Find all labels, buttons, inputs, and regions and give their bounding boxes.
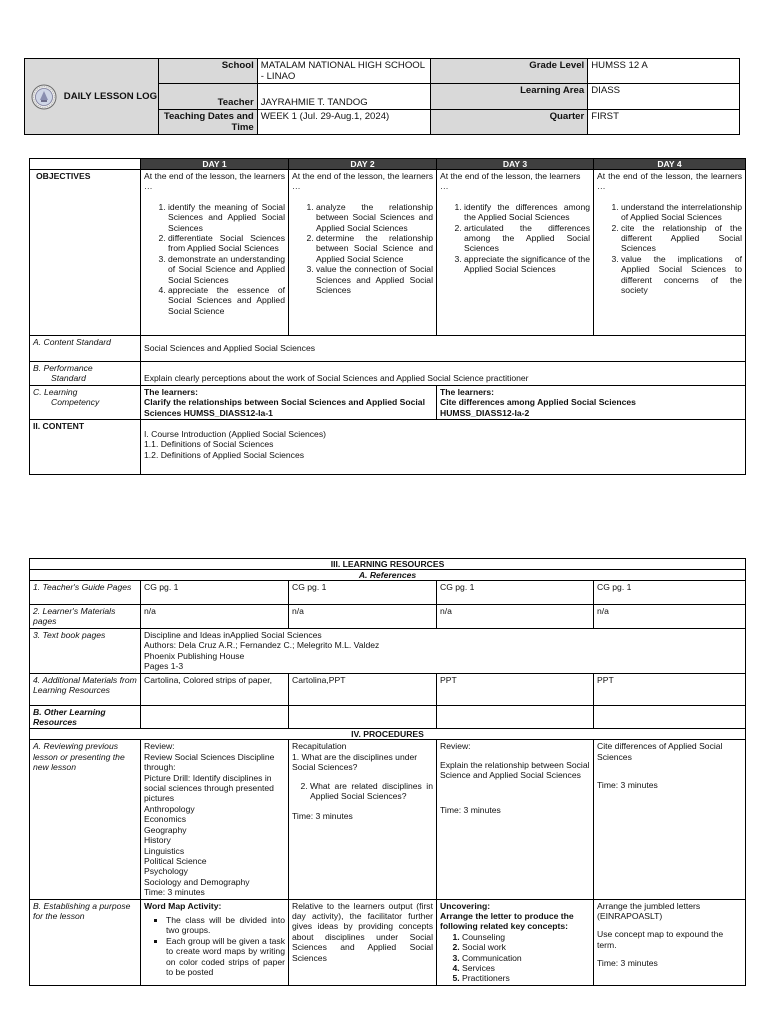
teaching-dates-label: Teaching Dates and Time (158, 110, 257, 135)
additional-materials-day2: Cartolina,PPT (289, 673, 437, 705)
reviewing-lesson-label: A. Reviewing previous lesson or presenting the new lesson (30, 740, 141, 899)
establishing-purpose-label: B. Establishing a purpose for the lesson (30, 899, 141, 985)
other-resources-day1 (141, 705, 289, 729)
objective-item: 1. identify the differences among the Applied Social Sciences (464, 202, 590, 223)
objectives-intro: At the end of the lesson, the learners … (144, 171, 285, 192)
reviewing-day1: Review: Review Social Sciences Discipline through: Picture Drill: Identify disciplines in social sciences through presented pictures Anthropology Economics Geography History Linguistics Political Science Psychology Sociology and Demography Time: 3 minutes (141, 740, 289, 899)
teacher-value: JAYRAHMIE T. TANDOG (257, 84, 431, 110)
purpose-day3: Uncovering: Arrange the letter to produce the following related key concepts: 1. Counseling 2. Social work 3. Communication 4. Services 5. Practitioners (437, 899, 594, 985)
day-header: DAY 1 (141, 159, 289, 170)
objectives-intro: At the end of the lesson, the learners … (597, 171, 742, 192)
objectives-list (144, 202, 285, 316)
objectives-intro: At the end of the lesson, the learners … (292, 171, 433, 192)
key-concept-item: 2. Social work (462, 942, 590, 952)
purpose-item: ▪ Each group will be given a task to create word maps by writing on color coded strips of paper to be posted (166, 936, 285, 978)
additional-materials-day1: Cartolina, Colored strips of paper, (141, 673, 289, 705)
other-resources-day3 (437, 705, 594, 729)
objectives-table (29, 158, 746, 475)
other-resources-label: B. Other Learning Resources (30, 705, 141, 729)
school-label: School (158, 59, 257, 84)
purpose-day2: Relative to the learners output (first day activity), the facilitator further gives ideas by providing concepts about disciplines under Social Sciences and Applied Social Sciences (289, 899, 437, 985)
objective-item: 2. cite the relationship of the different Applied Social Sciences (621, 223, 742, 254)
teachers-guide-day3: CG pg. 1 (437, 581, 594, 605)
objective-item: 3. value the implications of Applied Social Sciences to different concerns of the society (621, 254, 742, 296)
objective-item: 1. identify the meaning of Social Sciences and Applied Social Sciences (168, 202, 285, 233)
objective-item: 1. analyze the relationship between Social Sciences and Applied Social Sciences (316, 202, 433, 233)
objectives-day4 (594, 170, 746, 336)
learning-area-value: DIASS (588, 84, 740, 110)
day-header: DAY 2 (289, 159, 437, 170)
learners-materials-day1: n/a (141, 605, 289, 629)
procedures-heading: IV. PROCEDURES (30, 729, 746, 740)
deped-seal-icon (31, 84, 57, 110)
key-concept-item: 1. Counseling (462, 932, 590, 942)
references-heading: A. References (30, 570, 746, 581)
key-concept-item: 4. Services (462, 963, 590, 973)
learners-materials-day4: n/a (594, 605, 746, 629)
objective-item: 2. articulated the differences among the Applied Social Sciences (464, 223, 590, 254)
key-concept-item: 5. Practitioners (462, 973, 590, 983)
day-header: DAY 3 (437, 159, 594, 170)
textbook-pages-value: Discipline and Ideas inApplied Social Sciences Authors: Dela Cruz A.R.; Fernandez C.; Melegrito M.L. Valdez Phoenix Publishing House Pages 1-3 (141, 629, 746, 674)
teachers-guide-label: 1. Teacher's Guide Pages (30, 581, 141, 605)
objective-item: 3. appreciate the significance of the Applied Social Sciences (464, 254, 590, 275)
objective-item: 3. value the connection of Social Sciences and Applied Social Sciences (316, 264, 433, 295)
objectives-day1 (141, 170, 289, 336)
header-table (24, 58, 740, 135)
reviewing-day2: Recapitulation 1. What are the disciplines under Social Sciences? 2. What are related disciplines in Applied Social Sciences? Time: 3 minutes (289, 740, 437, 899)
learners-materials-label: 2. Learner's Materials pages (30, 605, 141, 629)
objective-item: 2. differentiate Social Sciences from Applied Social Sciences (168, 233, 285, 254)
purpose-item: ▪ The class will be divided into two groups. (166, 915, 285, 936)
teachers-guide-day4: CG pg. 1 (594, 581, 746, 605)
content-standard-value: Social Sciences and Applied Social Sciences (141, 336, 746, 362)
objectives-label: OBJECTIVES (30, 170, 141, 336)
other-resources-day4 (594, 705, 746, 729)
corner-cell (30, 159, 141, 170)
performance-standard-label: B. Performance Standard (30, 362, 141, 386)
school-value: MATALAM NATIONAL HIGH SCHOOL - LINAO (257, 59, 431, 84)
reviewing-day3: Review: Explain the relationship between Social Science and Applied Social Sciences Time: 3 minutes (437, 740, 594, 899)
other-resources-day2 (289, 705, 437, 729)
content-label: II. CONTENT (30, 420, 141, 475)
objectives-list (292, 202, 433, 296)
header-logo-cell (25, 59, 159, 135)
learners-materials-day3: n/a (437, 605, 594, 629)
resources-table (29, 558, 746, 986)
objectives-list (440, 202, 590, 275)
learners-materials-day2: n/a (289, 605, 437, 629)
recap-question: 2. What are related disciplines in Applied Social Sciences? (310, 781, 433, 802)
grade-level-label: Grade Level (431, 59, 588, 84)
teachers-guide-day1: CG pg. 1 (141, 581, 289, 605)
objectives-day3 (437, 170, 594, 336)
key-concept-item: 3. Communication (462, 953, 590, 963)
performance-standard-value: Explain clearly perceptions about the work of Social Sciences and Applied Social Science practitioner (141, 362, 746, 386)
learning-area-label: Learning Area (431, 84, 588, 110)
competency-day3-4: The learners: Cite differences among Applied Social Sciences HUMSS_DIASS12-Ia-2 (437, 385, 746, 419)
quarter-value: FIRST (588, 110, 740, 135)
grade-level-value: HUMSS 12 A (588, 59, 740, 84)
reviewing-day4: Cite differences of Applied Social Sciences Time: 3 minutes (594, 740, 746, 899)
teacher-label: Teacher (158, 84, 257, 110)
additional-materials-day3: PPT (437, 673, 594, 705)
competency-day1-2: The learners: Clarify the relationships between Social Sciences and Applied Social Sciences HUMSS_DIASS12-Ia-1 (141, 385, 437, 419)
objective-item: 4. appreciate the essence of Social Sciences and Applied Social Science (168, 285, 285, 316)
learning-resources-heading: III. LEARNING RESOURCES (30, 559, 746, 570)
page-title: DAILY LESSON LOG (63, 90, 158, 102)
day-header: DAY 4 (594, 159, 746, 170)
objectives-day2 (289, 170, 437, 336)
content-standard-label: A. Content Standard (30, 336, 141, 362)
textbook-pages-label: 3. Text book pages (30, 629, 141, 674)
quarter-label: Quarter (431, 110, 588, 135)
teaching-dates-value: WEEK 1 (Jul. 29-Aug.1, 2024) (257, 110, 431, 135)
objectives-list (597, 202, 742, 296)
objective-item: 1. understand the interrelationship of Applied Social Sciences (621, 202, 742, 223)
objective-item: 3. demonstrate an understanding of Social Science and Applied Social Sciences (168, 254, 285, 285)
additional-materials-label: 4. Additional Materials from Learning Resources (30, 673, 141, 705)
purpose-day1: Word Map Activity: ▪ The class will be divided into two groups. ▪ Each group will be given a task to create word maps by writing on color coded strips of paper to be posted (141, 899, 289, 985)
content-value: I. Course Introduction (Applied Social Sciences) 1.1. Definitions of Social Sciences 1.2. Definitions of Applied Social Sciences (141, 420, 746, 475)
additional-materials-day4: PPT (594, 673, 746, 705)
purpose-day4: Arrange the jumbled letters (EINRAPOASLT) Use concept map to expound the term. Time: 3 minutes (594, 899, 746, 985)
objective-item: 2. determine the relationship between Social Science and Applied Social Science (316, 233, 433, 264)
learning-competency-label: C. Learning Competency (30, 385, 141, 419)
objectives-intro: At the end of the lesson, the learners … (440, 171, 581, 192)
teachers-guide-day2: CG pg. 1 (289, 581, 437, 605)
